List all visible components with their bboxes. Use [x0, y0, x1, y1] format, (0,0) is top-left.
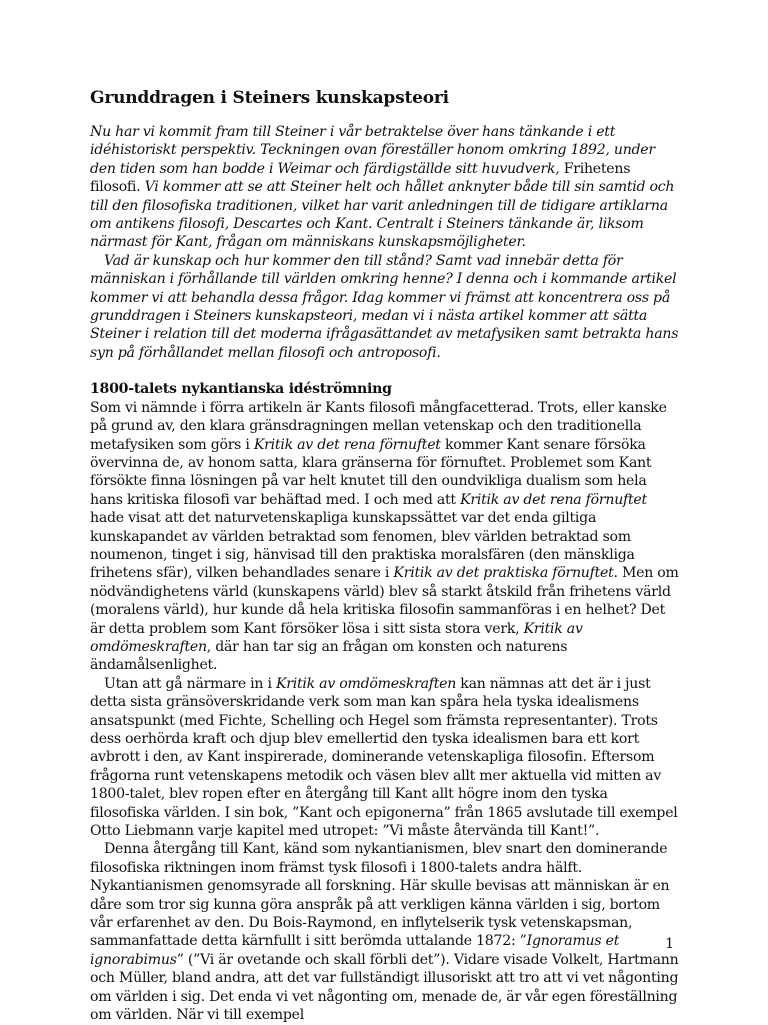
book-title-frihetens-filosofi: Frihetens filosofi. — [90, 160, 631, 196]
page-number: 1 — [665, 936, 674, 952]
body-text: hade visat att det naturvetenskapliga kunskapssättet var det enda giltiga kunskapandet av världen betraktad som fenomen, blev världen betraktad som noumenon, tinget i sig, hänvisad till den praktiska moralsfären (den mänskliga frihetens sfär), vilken behandlades senare i — [90, 510, 635, 582]
body-paragraph-3 — [90, 840, 680, 1024]
body-text: kan nämnas att det är i just detta sista gränsöverskridande verk som man kan spåra hela tyska idealismens ansatspunkt (med Fichte, Schelling och Hegel som främsta representanter). Trots dess oerhörda kraft och djup blev emellertid den tyska idealismen bara ett kort avbrott i den, av Kant inspirerade, dominerande vetenskapliga filosofin. Eftersom frågorna runt vetenskapens metodik och väsen blev allt mer aktuella vid mitten av 1800-talet, blev ropen efter en återgång till Kant allt högre inom den tyska filosofiska världen. I sin bok, ”Kant och epigonerna” från 1865 avslutade till exempel Otto Liebmann varje kapitel med utropet: ”Vi måste återvända till Kant!”. — [90, 675, 678, 840]
book-title: Kritik av det rena förnuftet — [460, 491, 647, 508]
body-text: kommer Kant senare försöka övervinna de, av honom satta, klara gränserna för förnuftet. Problemet som Kant försökte finna lösningen på var helt knutet till den oundvikliga dualism som hela hans kritiska filosofi var behäftad med. I och med att — [90, 436, 652, 508]
intro-text-b: Vi kommer att se att Steiner helt och hållet anknyter både till sin samtid och till den filosofiska traditionen, vilket har varit anledningen till de tidigare artiklarna om antikens filosofi, Descartes och Kant. Centralt i Steiners tänkande är, liksom närmast för Kant, frågan om människans kunskapsmöjligheter. — [90, 179, 675, 251]
page-content — [90, 86, 680, 1025]
book-title: Kritik av det rena förnuftet — [253, 436, 441, 453]
section-heading: 1800-talets nykantianska idéströmning — [90, 381, 392, 398]
intro-text-a: Nu har vi kommit fram till Steiner i vår betraktelse över hans tänkande i ett idéhistoriskt perspektiv. Teckningen ovan föreställer honom omkring 1892, under den tiden som han bodde i Weimar och färdigställde sitt huvudverk, — [90, 124, 655, 177]
latin-quote: Ignoramus et ignorabimus — [90, 933, 620, 968]
body-text: Utan att gå närmare in i — [104, 675, 276, 692]
body-paragraph-1 — [90, 399, 680, 675]
spacer — [90, 362, 680, 380]
book-title: Kritik av omdömeskraften — [90, 620, 583, 655]
intro-paragraph-1 — [90, 123, 680, 252]
book-title: Kritik av omdömeskraften — [275, 675, 457, 692]
body-text: Som vi nämnde i förra artikeln är Kants filosofi mångfacetterad. Trots, eller kanske på grund av, den klara gränsdragningen mellan vetenskap och den traditionella metafysiken som görs i — [90, 399, 667, 453]
body-text: Denna återgång till Kant, känd som nykantianismen, blev snart den dominerande filosofiska riktningen inom främst tysk filosofi i 1800-talets andra hälft. Nykantianismen genomsyrade all forskning. Här skulle bevisas att människan är en dåre som tror sig kunna göra anspråk på att verkligen känna världen i sig, bortom vår erfarenhet av den. Du Bois-Raymond, en inflytelserik tysk vetenskapsman, sammanfattade detta kärnfullt i sitt berömda uttalande 1872: ” — [90, 841, 670, 950]
body-text: , där han tar sig an frågan om konsten och naturens ändamålsenlighet. — [90, 638, 568, 674]
book-title: Kritik av det praktiska förnuftet — [393, 565, 614, 582]
article-title: Grunddragen i Steiners kunskapsteori — [90, 88, 449, 108]
intro-paragraph-2: Vad är kunskap och hur kommer den till stånd? Samt vad innebär detta för människan i förhållande till världen omkring henne? I denna och i kommande artikel kommer vi att behandla dessa frågor. Idag kommer vi främst att koncentrera oss på grunddragen i Steiners kunskapsteori, medan vi i nästa artikel kommer att sätta Steiner i relation till det moderna ifrågasättandet av metafysiken samt betrakta hans syn på förhållandet mellan filosofi och antroposofi. — [90, 252, 679, 361]
body-paragraph-2 — [90, 675, 680, 841]
body-text: ” (”Vi är ovetande och skall förbli det”). Vidare visade Volkelt, Hartmann och Müller, bland andra, att det var fullständigt illusoriskt att tro att vi vet någonting om världen i sig. Det enda vi vet någonting om, menade de, är vår egen föreställning om världen. När vi till exempel — [90, 951, 679, 1024]
body-text: . Men om nödvändighetens värld (kunskapens värld) blev så starkt åtskild från frihetens värld (moralens värld), hur kunde då hela kritiska filosofin sammanföras i en helhet? Det är detta problem som Kant försöker lösa i sitt sista stora verk, — [90, 565, 679, 637]
